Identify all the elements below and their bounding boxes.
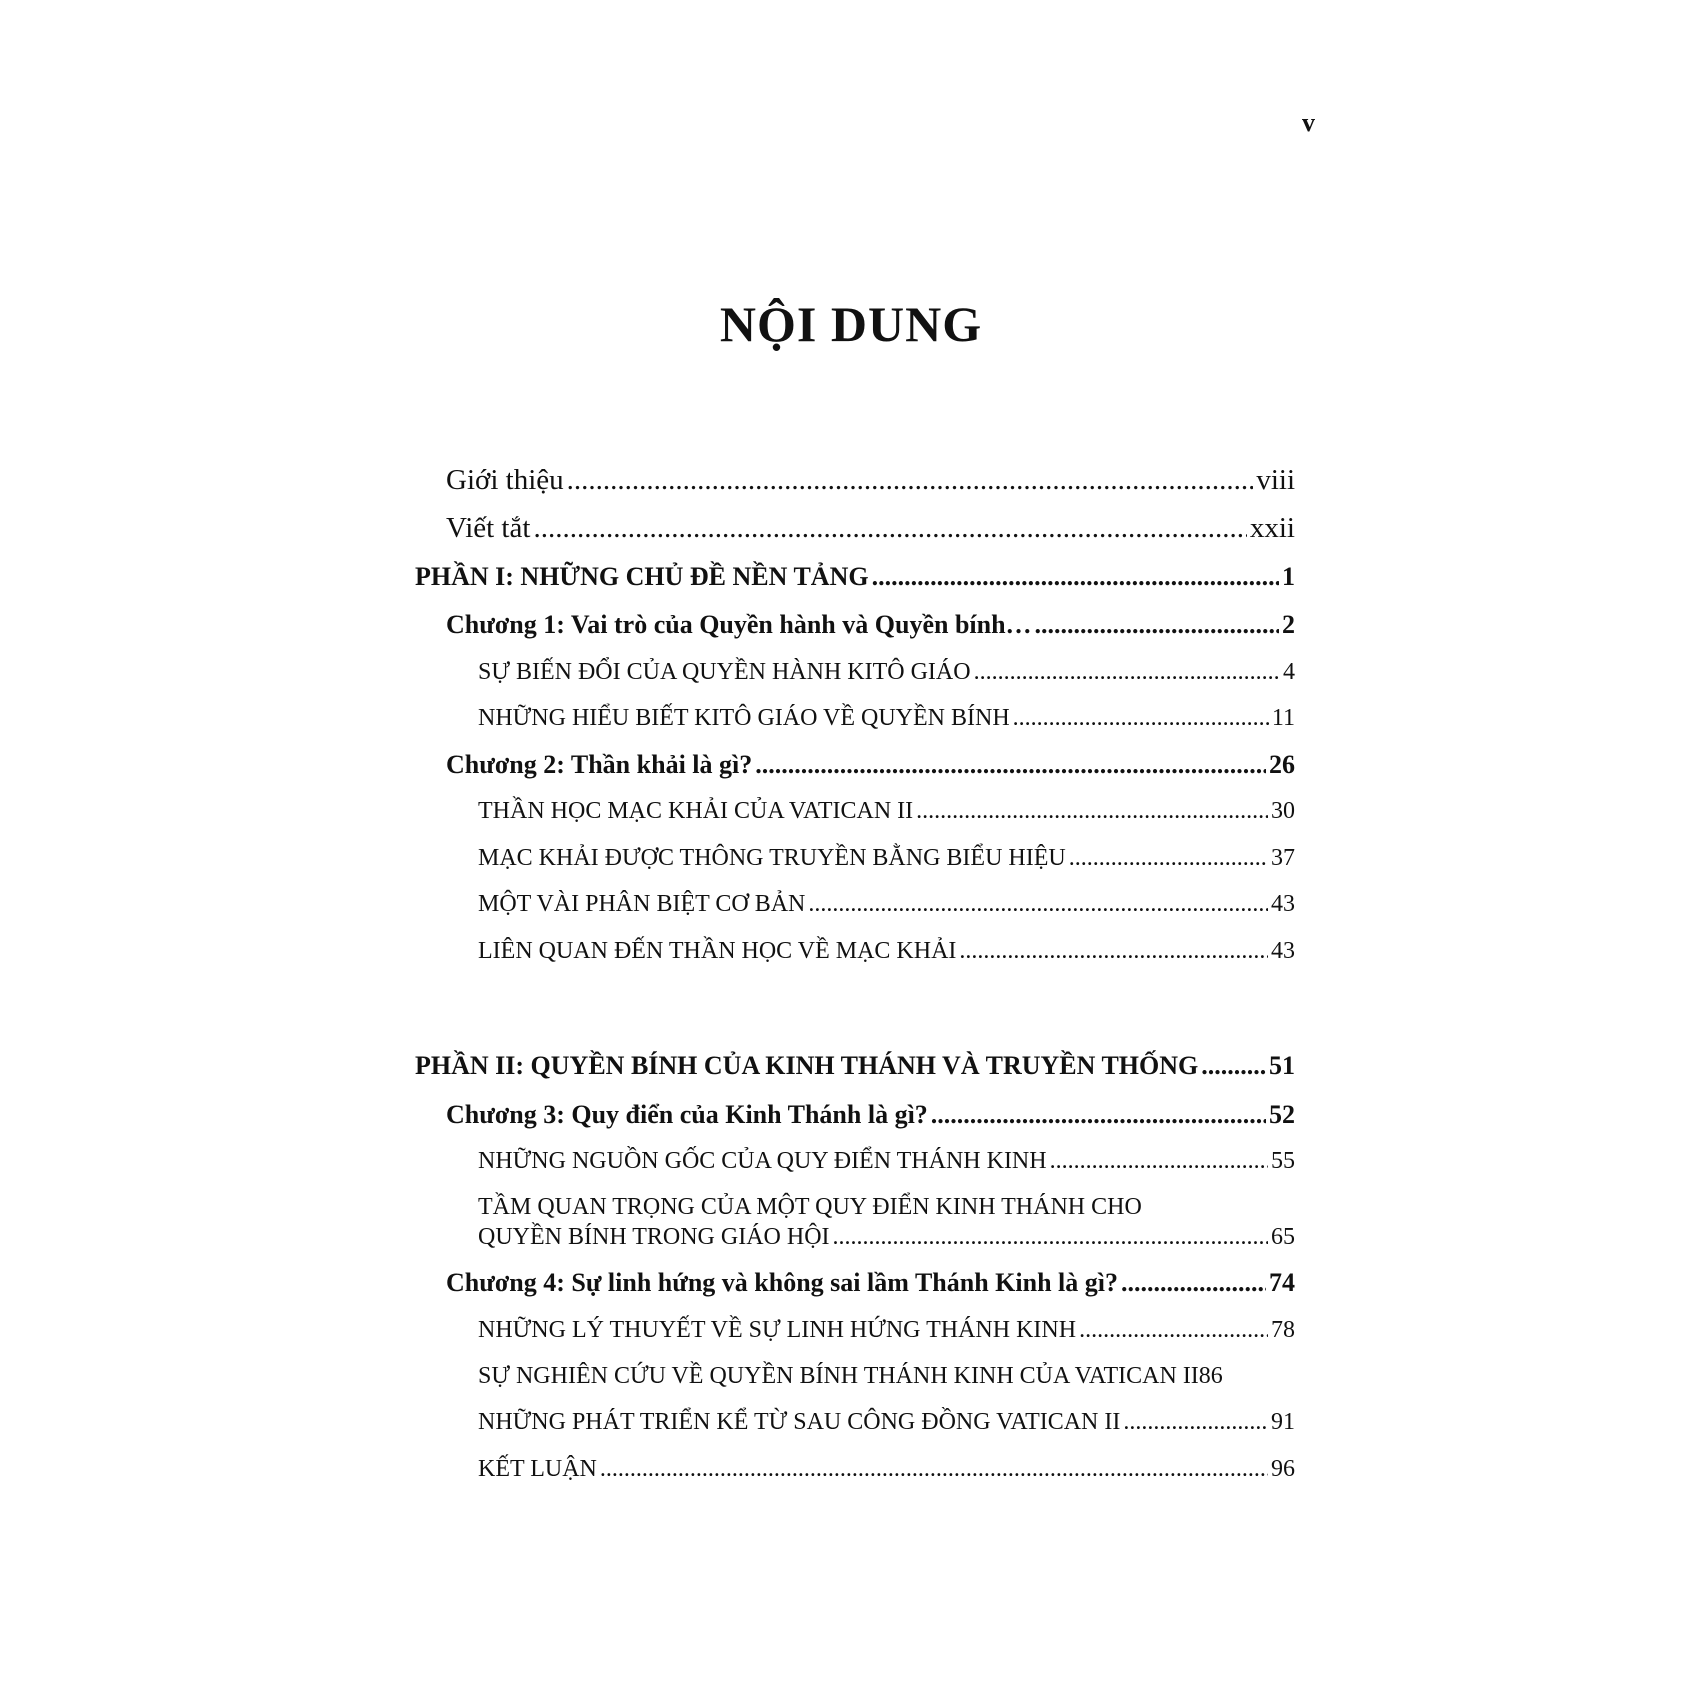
toc-entry-section[interactable]	[478, 845, 1295, 871]
page-number: v	[1302, 108, 1315, 137]
toc-entry-title: PHẦN II: QUYỀN BÍNH CỦA KINH THÁNH VÀ TRUYỀN THỐNG	[415, 1050, 1199, 1080]
toc-entry-section[interactable]	[478, 1363, 1295, 1389]
toc-entry-page: 51	[1269, 1050, 1295, 1080]
toc-entry-page: 96	[1271, 1455, 1295, 1482]
toc-entry-page: 86	[1198, 1363, 1223, 1390]
dot-leader	[1079, 1317, 1268, 1343]
toc-entry-page: 52	[1269, 1099, 1295, 1129]
toc-entry-section[interactable]	[478, 798, 1295, 824]
dot-leader	[567, 465, 1254, 497]
toc-entry-page: 2	[1282, 610, 1295, 640]
toc-entry-chapter-3[interactable]	[446, 1101, 1295, 1130]
dot-leader	[1123, 1409, 1268, 1435]
toc-entry-part-1[interactable]	[415, 563, 1295, 592]
toc-entry-title: PHẦN I: NHỮNG CHỦ ĐỀ NỀN TẢNG	[415, 561, 869, 591]
page-title: NỘI DUNG	[719, 296, 983, 352]
toc-entry-section[interactable]	[478, 1409, 1295, 1435]
toc-entry-page: xxii	[1249, 511, 1295, 544]
toc-entry-section[interactable]	[478, 891, 1295, 917]
toc-entry-abbreviations[interactable]	[446, 513, 1295, 545]
dot-leader	[974, 659, 1280, 685]
toc-entry-title: Chương 3: Quy điển của Kinh Thánh là gì?	[446, 1099, 928, 1129]
toc-entry-title: SỰ NGHIÊN CỨU VỀ QUYỀN BÍNH THÁNH KINH CỦA VATICAN II	[478, 1363, 1199, 1390]
dot-leader	[1069, 845, 1268, 871]
toc-entry-page: 30	[1271, 798, 1295, 825]
toc-entry-chapter-1[interactable]	[446, 611, 1295, 640]
toc-entry-chapter-2[interactable]	[446, 751, 1295, 780]
dot-leader	[1201, 1052, 1266, 1081]
toc-entry-page: 65	[1271, 1223, 1295, 1250]
toc-entry-title: THẦN HỌC MẠC KHẢI CỦA VATICAN II	[478, 798, 914, 825]
toc-entry-page: 91	[1271, 1409, 1295, 1436]
toc-entry-page: 78	[1271, 1316, 1295, 1343]
dot-leader	[533, 513, 1246, 545]
dot-leader	[1121, 1269, 1266, 1298]
toc-entry-section[interactable]	[478, 1148, 1295, 1174]
toc-entry-title: MỘT VÀI PHÂN BIỆT CƠ BẢN	[478, 891, 806, 918]
toc-entry-title: SỰ BIẾN ĐỔI CỦA QUYỀN HÀNH KITÔ GIÁO	[478, 658, 971, 685]
toc-entry-title-line-2: QUYỀN BÍNH TRONG GIÁO HỘI	[478, 1223, 830, 1250]
toc-entry-title: NHỮNG NGUỒN GỐC CỦA QUY ĐIỂN THÁNH KINH	[478, 1148, 1047, 1175]
toc-entry-title: KẾT LUẬN	[478, 1455, 597, 1482]
toc-entry-title: Chương 1: Vai trò của Quyền hành và Quyền bính…	[446, 610, 1032, 640]
toc-entry-chapter-4[interactable]	[446, 1269, 1295, 1298]
toc-entry-introduction[interactable]	[446, 465, 1295, 497]
toc-entry-title: NHỮNG LÝ THUYẾT VỀ SỰ LINH HỨNG THÁNH KINH	[478, 1316, 1077, 1343]
toc-entry-page: 55	[1271, 1148, 1295, 1175]
toc-entry-title-line-1: TẦM QUAN TRỌNG CỦA MỘT QUY ĐIỂN KINH THÁNH CHO	[478, 1194, 1142, 1221]
toc-entry-title: Chương 2: Thần khải là gì?	[446, 749, 753, 779]
dot-leader	[872, 563, 1279, 592]
toc-entry-page: 43	[1271, 891, 1295, 918]
toc-entry-title: Giới thiệu	[446, 464, 564, 496]
toc-entry-page: 1	[1282, 561, 1295, 591]
toc-entry-section[interactable]	[478, 1456, 1295, 1482]
toc-entry-title: LIÊN QUAN ĐẾN THẦN HỌC VỀ MẠC KHẢI	[478, 937, 957, 964]
dot-leader	[959, 938, 1268, 964]
dot-leader	[1050, 1148, 1268, 1174]
dot-leader	[916, 798, 1268, 824]
toc-entry-title: MẠC KHẢI ĐƯỢC THÔNG TRUYỀN BẰNG BIỂU HIỆU	[478, 844, 1066, 871]
toc-entry-page: 74	[1269, 1268, 1295, 1298]
toc-entry-page: 43	[1271, 937, 1295, 964]
toc-entry-page: 11	[1271, 705, 1295, 732]
toc-entry-title: Chương 4: Sự linh hứng và không sai lầm Thánh Kinh là gì?	[446, 1268, 1118, 1298]
toc-entry-title: NHỮNG PHÁT TRIỂN KỂ TỪ SAU CÔNG ĐỒNG VATICAN II	[478, 1409, 1121, 1436]
dot-leader	[755, 751, 1266, 780]
toc-entry-section[interactable]	[478, 659, 1295, 685]
toc-entry-page: viii	[1256, 464, 1295, 496]
toc-entry-part-2[interactable]	[415, 1052, 1295, 1081]
dot-leader	[1013, 705, 1269, 731]
toc-entry-title: NHỮNG HIỂU BIẾT KITÔ GIÁO VỀ QUYỀN BÍNH	[478, 705, 1010, 732]
dot-leader	[808, 891, 1268, 917]
toc-entry-section[interactable]	[478, 1317, 1295, 1343]
dot-leader	[931, 1101, 1266, 1130]
table-of-contents	[415, 465, 1295, 1482]
toc-entry-page: 37	[1271, 844, 1295, 871]
toc-entry-section[interactable]	[478, 705, 1295, 731]
toc-entry-section[interactable]	[478, 938, 1295, 964]
dot-leader	[600, 1456, 1268, 1482]
toc-entry-section-multiline[interactable]	[478, 1192, 1295, 1250]
toc-entry-title: Viết tắt	[446, 511, 531, 544]
toc-entry-page: 4	[1283, 658, 1295, 685]
dot-leader	[1035, 611, 1279, 640]
toc-entry-page: 26	[1269, 749, 1295, 779]
dot-leader	[833, 1224, 1268, 1250]
